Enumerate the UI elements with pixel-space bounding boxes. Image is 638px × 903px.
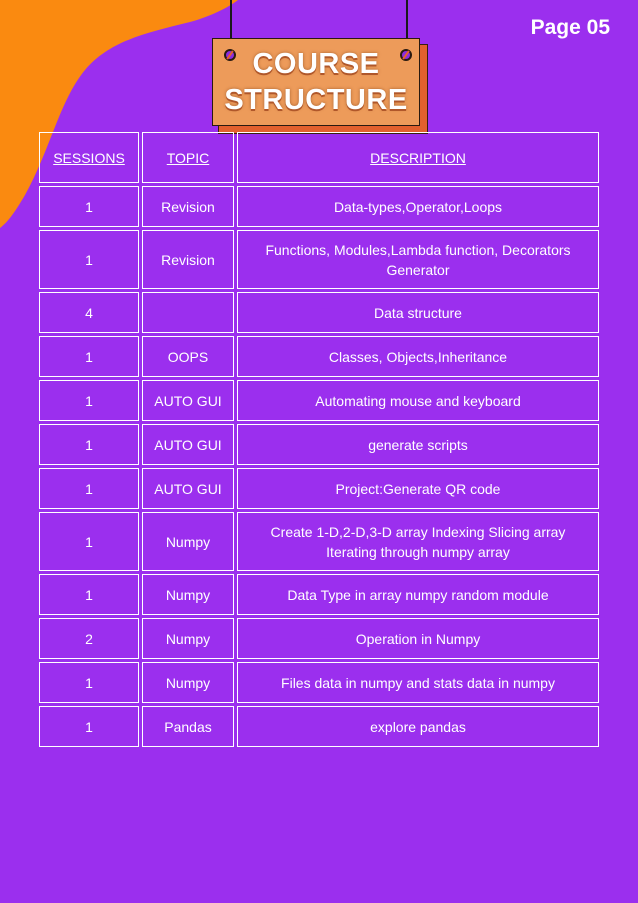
cell-topic: Revision [142, 186, 234, 227]
pin-icon-right [400, 49, 412, 61]
table-row [39, 512, 599, 571]
cell-topic: OOPS [142, 336, 234, 377]
cell-sessions: 1 [39, 468, 139, 509]
cell-sessions: 1 [39, 574, 139, 615]
cell-sessions: 1 [39, 230, 139, 289]
cell-description: Data structure [237, 292, 599, 333]
title-line-1: COURSE [252, 48, 380, 80]
cell-topic: Numpy [142, 512, 234, 571]
table-row [39, 380, 599, 421]
cell-sessions: 4 [39, 292, 139, 333]
cell-topic: Pandas [142, 706, 234, 747]
title-line-2: STRUCTURE [224, 84, 408, 116]
cell-description: Automating mouse and keyboard [237, 380, 599, 421]
table-row [39, 186, 599, 227]
cell-description: Operation in Numpy [237, 618, 599, 659]
cell-sessions: 1 [39, 662, 139, 703]
table-row [39, 574, 599, 615]
page-number: Page 05 [530, 16, 610, 39]
cell-sessions: 1 [39, 186, 139, 227]
table-header-row [39, 132, 599, 183]
table-row [39, 706, 599, 747]
cell-description: Files data in numpy and stats data in numpy [237, 662, 599, 703]
table-row [39, 424, 599, 465]
cell-topic: Numpy [142, 618, 234, 659]
cell-topic: Numpy [142, 662, 234, 703]
table-row [39, 336, 599, 377]
header-topic: TOPIC [142, 132, 234, 183]
cell-topic: AUTO GUI [142, 380, 234, 421]
cell-topic: AUTO GUI [142, 468, 234, 509]
cell-sessions: 1 [39, 512, 139, 571]
table-row [39, 618, 599, 659]
cell-sessions: 1 [39, 380, 139, 421]
cell-description: Classes, Objects,Inheritance [237, 336, 599, 377]
cell-topic [142, 292, 234, 333]
cell-topic: AUTO GUI [142, 424, 234, 465]
table-row [39, 292, 599, 333]
cell-sessions: 1 [39, 706, 139, 747]
cell-sessions: 2 [39, 618, 139, 659]
header-description: DESCRIPTION [237, 132, 599, 183]
cell-description: Create 1-D,2-D,3-D array Indexing Slicing array Iterating through numpy array [237, 512, 599, 571]
header-sessions: SESSIONS [39, 132, 139, 183]
cell-sessions: 1 [39, 336, 139, 377]
cell-description: generate scripts [237, 424, 599, 465]
title-card [212, 38, 420, 126]
pin-icon-left [224, 49, 236, 61]
course-structure-table [36, 129, 602, 750]
cell-sessions: 1 [39, 424, 139, 465]
cell-topic: Numpy [142, 574, 234, 615]
table-row [39, 662, 599, 703]
cell-description: explore pandas [237, 706, 599, 747]
cell-description: Data-types,Operator,Loops [237, 186, 599, 227]
table-body [39, 186, 599, 747]
cell-description: Functions, Modules,Lambda function, Decorators Generator [237, 230, 599, 289]
table-row [39, 468, 599, 509]
cell-topic: Revision [142, 230, 234, 289]
cell-description: Data Type in array numpy random module [237, 574, 599, 615]
table-row [39, 230, 599, 289]
cell-description: Project:Generate QR code [237, 468, 599, 509]
